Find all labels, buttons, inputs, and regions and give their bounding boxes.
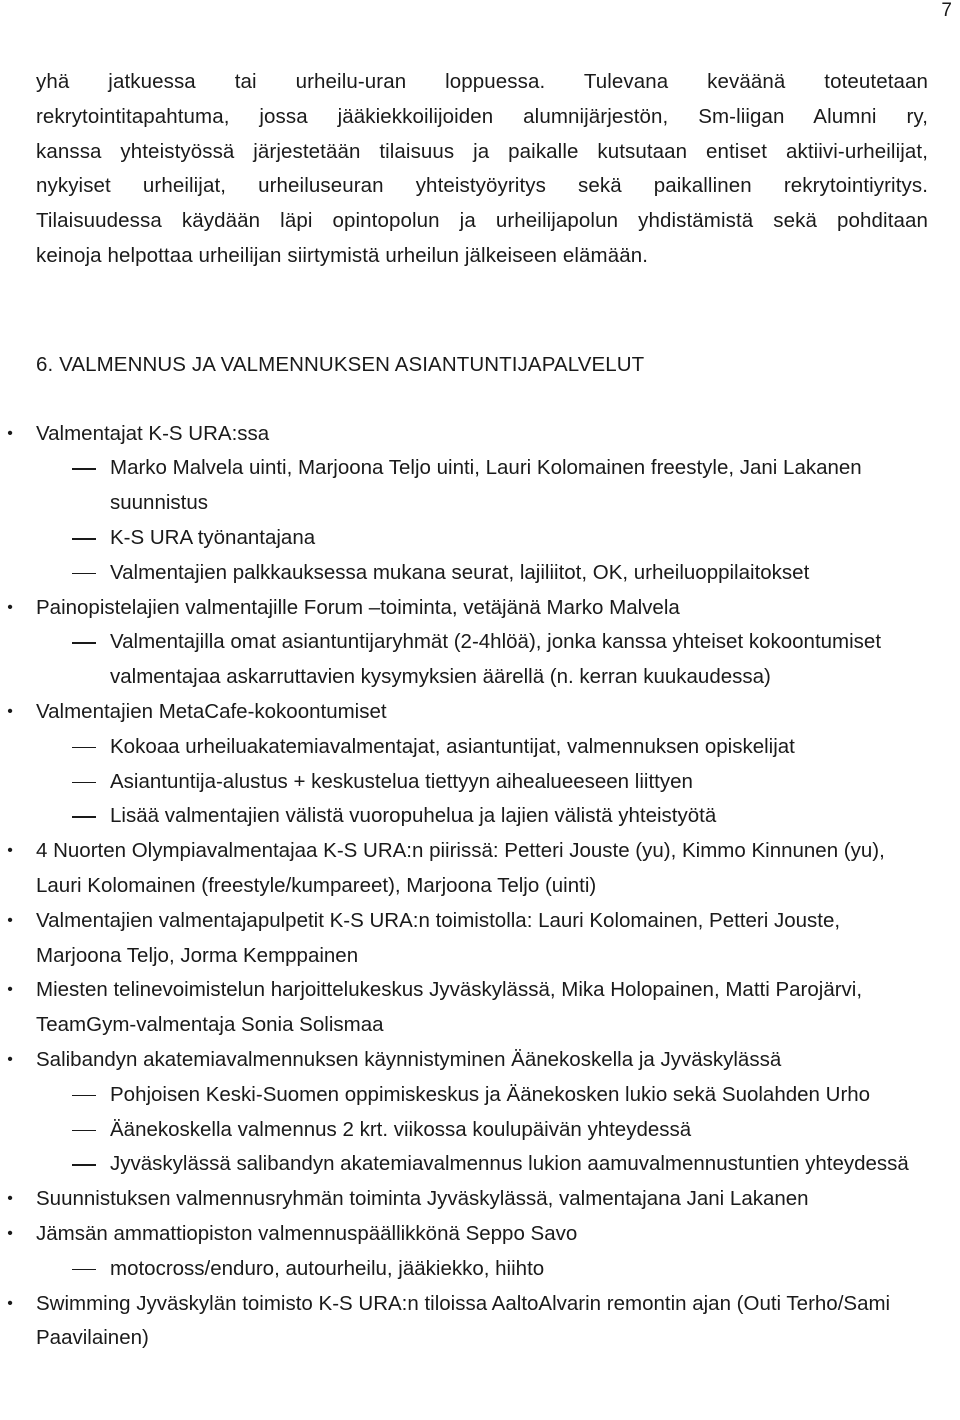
bullet-dot-icon: • [7, 598, 13, 616]
bullet-row [7, 1182, 928, 1217]
document-body [7, 65, 928, 1356]
dash-icon [72, 468, 96, 470]
bullet-dot-icon: • [7, 424, 13, 442]
sub-item [36, 730, 928, 765]
bullet-dot-icon: • [7, 1294, 13, 1312]
dash-icon [72, 1269, 96, 1271]
intro-line: kanssa yhteistyössä järjestetään tilaisuus ja paikalle kutsutaan entiset aktiivi-urheilijat, [36, 139, 928, 163]
dash-icon [72, 747, 96, 749]
sub-item-text: Marko Malvela uinti, Marjoona Teljo uinti, Lauri Kolomainen freestyle, Jani Lakanen suunnistus [110, 456, 862, 515]
bullet-item [7, 973, 928, 1043]
bullet-text: Suunnistuksen valmennusryhmän toiminta Jyväskylässä, valmentajana Jani Lakanen [36, 1187, 809, 1211]
bullet-row [7, 1287, 928, 1357]
bullet-row [7, 695, 928, 730]
bullet-text: Valmentajien MetaCafe-kokoontumiset [36, 699, 387, 723]
dash-icon [72, 1164, 96, 1166]
sub-item [36, 625, 928, 695]
bullet-dot-icon: • [7, 842, 13, 860]
bullet-item [7, 417, 928, 591]
bullet-dot-icon: • [7, 1190, 13, 1208]
bullet-dot-icon: • [7, 911, 13, 929]
sub-list [36, 625, 928, 695]
dash-icon [72, 782, 96, 784]
bullet-row [7, 591, 928, 626]
intro-line: yhä jatkuessa tai urheilu-uran loppuessa. Tulevana keväänä toteutetaan [36, 70, 928, 93]
sub-item [36, 1113, 928, 1148]
bullet-item [7, 834, 928, 904]
bullet-text: 4 Nuorten Olympiavalmentajaa K-S URA:n piirissä: Petteri Jouste (yu), Kimmo Kinnunen (yu), Lauri Kolomainen (freestyle/kumpareet), Marjoona Teljo (uinti) [36, 839, 885, 897]
bullet-text: Swimming Jyväskylän toimisto K-S URA:n tiloissa AaltoAlvarin remontin ajan (Outi Terho/Sami Paavilainen) [36, 1291, 891, 1350]
bullet-item [7, 695, 928, 834]
bullet-row [7, 1043, 928, 1078]
bullet-item [7, 1287, 928, 1357]
bullet-row [7, 1217, 928, 1252]
bullet-item [7, 1043, 928, 1182]
sub-item [36, 451, 928, 521]
sub-item [36, 1147, 928, 1182]
sub-item [36, 1078, 928, 1113]
bullet-row [7, 417, 928, 452]
sub-list [36, 1252, 928, 1287]
sub-item [36, 799, 928, 834]
section-heading: 6. VALMENNUS JA VALMENNUKSEN ASIANTUNTIJAPALVELUT [36, 352, 645, 376]
bullet-item [7, 1182, 928, 1217]
intro-line: nykyiset urheilijat, urheiluseuran yhteistyöyritys sekä paikallinen rekrytointiyritys. [36, 174, 928, 198]
dash-icon [72, 642, 96, 644]
dash-icon [72, 573, 96, 575]
sub-item-text: K-S URA työnantajana [110, 525, 316, 549]
sub-item [36, 521, 928, 556]
bullet-list [7, 417, 928, 1357]
intro-line: Tilaisuudessa käydään läpi opintopolun ja urheilijapolun yhdistämistä sekä pohditaan [36, 209, 928, 233]
bullet-row [7, 834, 928, 904]
bullet-text: Jämsän ammattiopiston valmennuspäällikkönä Seppo Savo [36, 1221, 578, 1245]
sub-item [36, 556, 928, 591]
bullet-dot-icon: • [7, 1050, 13, 1068]
sub-item-text: Kokoaa urheiluakatemiavalmentajat, asiantuntijat, valmennuksen opiskelijat [110, 734, 795, 758]
intro-line: rekrytointitapahtuma, jossa jääkiekkoilijoiden alumnijärjestön, Sm-liigan Alumni ry, [36, 104, 928, 128]
dash-icon [72, 816, 96, 818]
bullet-text: Painopistelajien valmentajille Forum –toiminta, vetäjänä Marko Malvela [36, 595, 680, 619]
bullet-item [7, 591, 928, 695]
bullet-text: Salibandyn akatemiavalmennuksen käynnistyminen Äänekoskella ja Jyväskylässä [36, 1047, 782, 1071]
sub-list [36, 730, 928, 834]
sub-item-text: Äänekoskella valmennus 2 krt. viikossa koulupäivän yhteydessä [110, 1117, 692, 1141]
sub-item-text: Asiantuntija-alustus + keskustelua tiettyyn aihealueeseen liittyen [110, 769, 693, 793]
bullet-dot-icon: • [7, 981, 13, 999]
page-number: 7 [941, 0, 952, 21]
sub-item-text: Jyväskylässä salibandyn akatemiavalmennus lukion aamuvalmennustuntien yhteydessä [110, 1152, 909, 1176]
sub-item-text: Lisää valmentajien välistä vuoropuhelua ja lajien välistä yhteistyötä [110, 804, 717, 828]
bullet-dot-icon: • [7, 702, 13, 720]
sub-list [36, 451, 928, 590]
sub-item-text: Pohjoisen Keski-Suomen oppimiskeskus ja Äänekosken lukio sekä Suolahden Urho [110, 1082, 871, 1106]
intro-paragraph [36, 65, 928, 274]
sub-item [36, 1252, 928, 1287]
sub-item-text: Valmentajilla omat asiantuntijaryhmät (2-4hlöä), jonka kanssa yhteiset kokoontumiset valmentajaa askarruttavien kysymyksien äärellä (n. kerran kuukaudessa) [110, 630, 882, 689]
sub-item [36, 765, 928, 800]
bullet-row [7, 904, 928, 974]
bullet-text: Valmentajat K-S URA:ssa [36, 421, 270, 445]
bullet-text: Valmentajien valmentajapulpetit K-S URA:n toimistolla: Lauri Kolomainen, Petteri Jouste, Marjoona Teljo, Jorma Kemppainen [36, 908, 841, 967]
bullet-text: Miesten telinevoimistelun harjoittelukeskus Jyväskylässä, Mika Holopainen, Matti Parojärvi, TeamGym-valmentaja Sonia Solismaa [36, 978, 863, 1037]
bullet-item [7, 904, 928, 974]
dash-icon [72, 1095, 96, 1097]
bullet-row [7, 973, 928, 1043]
sub-item-text: motocross/enduro, autourheilu, jääkiekko, hiihto [110, 1256, 545, 1280]
sub-item-text: Valmentajien palkkauksessa mukana seurat, lajiliitot, OK, urheiluoppilaitokset [110, 560, 810, 584]
bullet-item [7, 1217, 928, 1287]
sub-list [36, 1078, 928, 1182]
bullet-dot-icon: • [7, 1224, 13, 1242]
dash-icon [72, 1130, 96, 1132]
intro-line: keinoja helpottaa urheilijan siirtymistä urheilun jälkeiseen elämään. [36, 243, 648, 267]
dash-icon [72, 538, 96, 540]
